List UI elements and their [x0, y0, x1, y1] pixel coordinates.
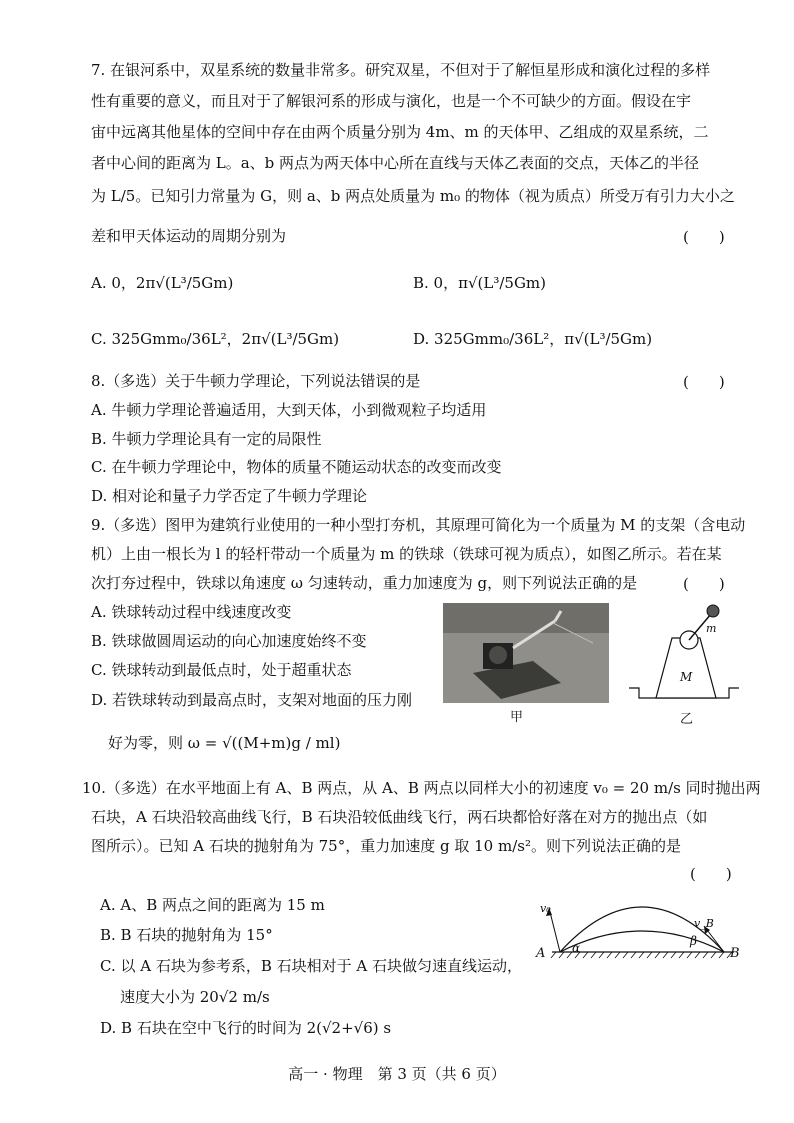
q9-option-c: C. 铁球转动到最低点时，处于超重状态 [91, 661, 352, 679]
tamper-schematic [624, 600, 744, 710]
figure-yi-label-M: M [680, 670, 693, 684]
q8-option-b: B. 牛顿力学理论具有一定的局限性 [91, 430, 322, 448]
q8-answer-bracket: ( ) [683, 373, 725, 391]
q9-line-3: 次打夯过程中，铁球以角速度 ω 匀速转动，重力加速度为 g，则下列说法正确的是 [91, 574, 638, 592]
projectile-label-beta: β [690, 934, 697, 948]
q8-option-c: C. 在牛顿力学理论中，物体的质量不随运动状态的改变而改变 [91, 458, 502, 476]
q10-option-b: B. B 石块的抛射角为 15° [100, 926, 273, 944]
q7-line-4: 者中心间的距离为 L。a、b 两点为两天体中心所在直线与天体乙表面的交点，天体乙的半径 [91, 154, 700, 172]
q7-option-a: A. 0，2π√(L³/5Gm) [91, 274, 234, 292]
figure-jia-caption: 甲 [510, 710, 524, 725]
q7-line-5: 为 L/5。已知引力常量为 G，则 a、b 两点处质量为 m₀ 的物体（视为质点）所受万有引力大小之 [91, 187, 735, 205]
projectile-label-a: A [536, 946, 546, 961]
figure-yi-label-m: m [706, 622, 717, 635]
q9-answer-bracket: ( ) [683, 575, 725, 593]
q10-line-1: 10.（多选）在水平地面上有 A、B 两点，从 A、B 两点以同样大小的初速度 v₀ = 20 m/s 同时抛出两 [82, 779, 761, 797]
q10-option-c: C. 以 A 石块为参考系，B 石块相对于 A 石块做匀速直线运动， [100, 957, 523, 975]
projectile-label-vb: v_B [694, 917, 714, 930]
q7-option-b: B. 0，π√(L³/5Gm) [413, 274, 547, 292]
q7-line-3: 宙中远离其他星体的空间中存在由两个质量分别为 4m、m 的天体甲、乙组成的双星系统，二 [91, 123, 709, 141]
q7-line-6: 差和甲天体运动的周期分别为 [91, 227, 287, 245]
q7-line-1: 7. 在银河系中，双星系统的数量非常多。研究双星，不但对于了解恒星形成和演化过程的多样 [91, 61, 711, 79]
q9-line-2: 机）上由一根长为 l 的轻杆带动一个质量为 m 的铁球（铁球可视为质点），如图乙所示。若在某 [91, 545, 722, 563]
tamper-photo-drawing [443, 603, 609, 703]
figure-yi-caption: 乙 [680, 712, 694, 727]
q7-option-c: C. 325Gmm₀/36L²，2π√(L³/5Gm) [91, 330, 340, 348]
q8-option-a: A. 牛顿力学理论普遍适用，大到天体，小到微观粒子均适用 [91, 401, 487, 419]
projectile-label-v0: v₀ [540, 902, 551, 915]
q9-option-d-cont: 好为零，则 ω = √((M+m)g / ml) [108, 734, 341, 752]
q9-option-d: D. 若铁球转动到最高点时，支架对地面的压力刚 [91, 691, 413, 709]
q10-line-3: 图所示）。已知 A 石块的抛射角为 75°，重力加速度 g 取 10 m/s²。则下列说法正确的是 [91, 837, 681, 855]
q9-option-a: A. 铁球转动过程中线速度改变 [91, 603, 292, 621]
tamper-photo [443, 603, 609, 703]
projectile-label-b: B [730, 946, 740, 961]
q10-option-c-cont: 速度大小为 20√2 m/s [120, 988, 270, 1006]
q9-line-1: 9.（多选）图甲为建筑行业使用的一种小型打夯机，其原理可简化为一个质量为 M 的支架（含电动 [91, 516, 746, 534]
q10-line-2: 石块，A 石块沿较高曲线飞行，B 石块沿较低曲线飞行，两石块都恰好落在对方的抛出点（如 [91, 808, 708, 826]
q8-option-d: D. 相对论和量子力学否定了牛顿力学理论 [91, 487, 368, 505]
projectile-diagram [538, 888, 748, 968]
q7-option-d: D. 325Gmm₀/36L²，π√(L³/5Gm) [413, 330, 653, 348]
q9-option-b: B. 铁球做圆周运动的向心加速度始终不变 [91, 632, 367, 650]
q10-option-a: A. A、B 两点之间的距离为 15 m [100, 896, 325, 914]
q10-answer-bracket: ( ) [690, 865, 732, 883]
q10-option-d: D. B 石块在空中飞行的时间为 2(√2+√6) s [100, 1019, 392, 1037]
projectile-label-alpha: α [572, 941, 581, 955]
q7-answer-bracket: ( ) [683, 228, 725, 246]
q8-stem: 8.（多选）关于牛顿力学理论，下列说法错误的是 [91, 372, 421, 390]
page-footer: 高一 · 物理 第 3 页（共 6 页） [288, 1065, 506, 1083]
q7-line-2: 性有重要的意义，而且对于了解银河系的形成与演化，也是一个不可缺少的方面。假设在宇 [91, 92, 692, 110]
